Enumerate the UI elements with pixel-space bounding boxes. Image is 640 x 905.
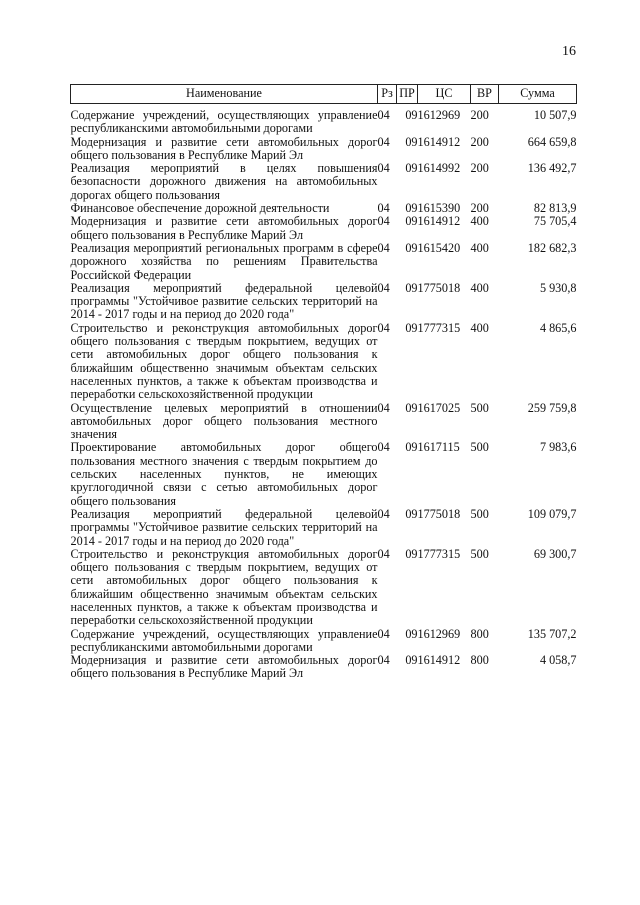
- row-rz: 04: [377, 108, 390, 122]
- row-vr: 200: [470, 108, 489, 122]
- header-pr: ПР: [397, 85, 418, 104]
- row-name: Реализация мероприятий региональных программ в сфере дорожного хозяйства по решениям Правительства Российской Федерации: [70, 240, 378, 282]
- row-sum: 69 300,7: [533, 546, 577, 561]
- row-pr: 09: [405, 440, 418, 455]
- row-sum: 82 813,9: [533, 201, 577, 216]
- row-rz: 04: [377, 161, 390, 176]
- table-row: [71, 202, 577, 215]
- row-cs: 1614912: [417, 214, 461, 229]
- row-rz: 04: [377, 201, 390, 216]
- row-vr: 500: [470, 400, 489, 415]
- row-name: Проектирование автомобильных дорог общего пользования местного значения с твердым покрытием до сельских населенных пунктов, не имеющих круглогодичной связи с сетью автомобильных дорог общего пользования: [70, 440, 378, 508]
- table-row: [71, 242, 577, 282]
- row-name: Реализация мероприятий в целях повышения безопасности дорожного движения на автомобильных дорогах общего пользования: [70, 161, 378, 202]
- row-cs: 1615390: [417, 201, 461, 216]
- row-rz: 04: [377, 626, 390, 641]
- row-pr: 09: [405, 546, 418, 561]
- table-row: [71, 282, 577, 322]
- row-pr: 09: [405, 214, 418, 229]
- row-name: Содержание учреждений, осуществляющих управление республиканскими автомобильными дорогами: [70, 108, 378, 136]
- row-vr: 200: [470, 134, 489, 149]
- header-name: Наименование: [71, 85, 378, 104]
- row-sum: 664 659,8: [527, 134, 577, 149]
- row-vr: 200: [470, 161, 489, 176]
- header-rz: Рз: [378, 85, 397, 104]
- table-row: [71, 136, 577, 163]
- row-cs: 1615420: [417, 240, 461, 255]
- row-name: Модернизация и развитие сети автомобильных дорог общего пользования в Республике Марий Эл: [70, 214, 378, 242]
- row-rz: 04: [377, 320, 390, 335]
- row-name: Строительство и реконструкция автомобильных дорог общего пользования с твердым покрытием, ведущих от сети автомобильных дорог общего пользования к ближайшим общественно значимым объектам сельских населенных пунктов, а также к объектам производства и переработки сельскохозяйственной продукции: [70, 320, 378, 402]
- table-row: [71, 104, 577, 136]
- row-pr: 09: [405, 506, 418, 521]
- row-name: Реализация мероприятий федеральной целевой программы "Устойчивое развитие сельских территорий на 2014 - 2017 годы и на период до 2020 года": [70, 280, 378, 322]
- table-row: [71, 548, 577, 628]
- row-cs: 1614912: [417, 134, 461, 149]
- row-cs: 1614912: [417, 653, 461, 668]
- row-vr: 400: [470, 280, 489, 295]
- row-pr: 09: [405, 240, 418, 255]
- row-pr: 09: [405, 108, 418, 122]
- row-pr: 09: [405, 400, 418, 415]
- header-cs: ЦС: [418, 85, 471, 104]
- row-pr: 09: [405, 280, 418, 295]
- row-rz: 04: [377, 240, 390, 255]
- row-cs: 1617115: [417, 440, 460, 455]
- row-pr: 09: [405, 134, 418, 149]
- row-pr: 09: [405, 653, 418, 668]
- row-vr: 400: [470, 214, 489, 229]
- header-sum: Сумма: [499, 85, 577, 104]
- row-sum: 109 079,7: [527, 506, 577, 521]
- row-rz: 04: [377, 440, 390, 455]
- table-row: [71, 402, 577, 442]
- row-sum: 182 682,3: [527, 240, 577, 255]
- table-row: [71, 508, 577, 548]
- page-number: 16: [562, 44, 576, 59]
- row-sum: 259 759,8: [527, 400, 577, 415]
- row-vr: 500: [470, 506, 489, 521]
- row-cs: 1775018: [417, 280, 461, 295]
- row-rz: 04: [377, 653, 390, 668]
- row-rz: 04: [377, 506, 390, 521]
- row-rz: 04: [377, 546, 390, 561]
- table-body: [71, 104, 577, 681]
- row-pr: 09: [405, 320, 418, 335]
- row-name: Содержание учреждений, осуществляющих управление республиканскими автомобильными дорогами: [70, 626, 378, 654]
- table-row: [71, 654, 577, 681]
- row-name: Строительство и реконструкция автомобильных дорог общего пользования с твердым покрытием, ведущих от сети автомобильных дорог общего пользования к ближайшим общественно значимым объектам сельских населенных пунктов, а также к объектам производства и переработки сельскохозяйственной продукции: [70, 546, 378, 628]
- table-row: [71, 322, 577, 402]
- row-cs: 1612969: [417, 108, 461, 122]
- row-sum: 5 930,8: [539, 280, 577, 295]
- row-sum: 10 507,9: [533, 108, 577, 122]
- row-sum: 136 492,7: [527, 161, 577, 176]
- row-pr: 09: [405, 161, 418, 176]
- header-vr: ВР: [471, 85, 499, 104]
- table-header: [71, 85, 577, 104]
- row-cs: 1614992: [417, 161, 461, 176]
- table-row: [71, 628, 577, 655]
- row-name: Осуществление целевых мероприятий в отношении автомобильных дорог общего пользования местного значения: [70, 400, 378, 442]
- row-rz: 04: [377, 280, 390, 295]
- table-row: [71, 215, 577, 242]
- row-vr: 400: [470, 240, 489, 255]
- row-cs: 1777315: [417, 320, 461, 335]
- row-sum: 4 058,7: [539, 653, 577, 668]
- table-row: [71, 441, 577, 507]
- row-sum: 75 705,4: [533, 214, 577, 229]
- row-vr: 400: [470, 320, 489, 335]
- row-pr: 09: [405, 626, 418, 641]
- row-vr: 500: [470, 440, 489, 455]
- row-name: Модернизация и развитие сети автомобильных дорог общего пользования в Республике Марий Эл: [70, 134, 378, 162]
- row-vr: 800: [470, 653, 489, 668]
- row-rz: 04: [377, 400, 390, 415]
- table-row: [71, 162, 577, 202]
- row-vr: 800: [470, 626, 489, 641]
- row-name: Модернизация и развитие сети автомобильных дорог общего пользования в Республике Марий Эл: [70, 653, 378, 681]
- row-cs: 1617025: [417, 400, 461, 415]
- row-cs: 1775018: [417, 506, 461, 521]
- row-sum: 4 865,6: [539, 320, 577, 335]
- row-vr: 200: [470, 201, 489, 216]
- budget-table: [70, 84, 577, 681]
- row-sum: 7 983,6: [539, 440, 577, 455]
- row-name: Реализация мероприятий федеральной целевой программы "Устойчивое развитие сельских территорий на 2014 - 2017 годы и на период до 2020 года": [70, 506, 378, 548]
- row-cs: 1612969: [417, 626, 461, 641]
- row-pr: 09: [405, 201, 418, 216]
- row-cs: 1777315: [417, 546, 461, 561]
- row-rz: 04: [377, 214, 390, 229]
- row-sum: 135 707,2: [527, 626, 577, 641]
- row-name: Финансовое обеспечение дорожной деятельности: [70, 201, 330, 216]
- row-rz: 04: [377, 134, 390, 149]
- row-vr: 500: [470, 546, 489, 561]
